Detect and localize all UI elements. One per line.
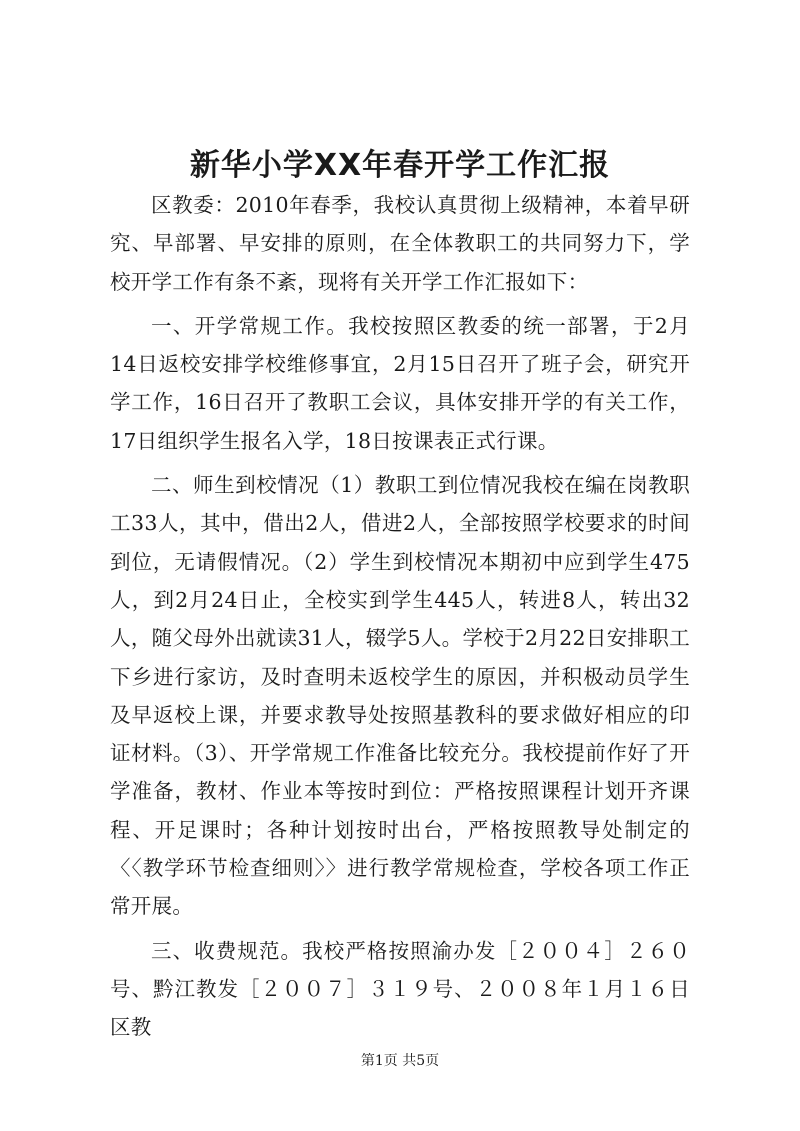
paragraph-section-2: 二、师生到校情况（1）教职工到位情况我校在编在岗教职工33人，其中，借出2人，借进2人，全部按照学校要求的时间到位，无请假情况。（2）学生到校情况本期初中应到学生475人，到2月24日止，全校实到学生445人，转进8人，转出32人，随父母外出就读31人，辍学5人。学校于2月22日安排职工下乡进行家访，及时查明未返校学生的原因，并积极动员学生及早返校上课，并要求教导处按照基教科的要求做好相应的印证材料。（3）、开学常规工作准备比较充分。我校提前作好了开学准备，教材、作业本等按时到位：严格按照课程计划开齐课程、开足课时；各种计划按时出台，严格按照教导处制定的〈〈教学环节检查细则〉〉进行教学常规检查，学校各项工作正常开展。 (110, 473, 690, 919)
page-footer: 第1页 共5页 (360, 1053, 440, 1069)
paragraph-intro: 区教委：2010年春季，我校认真贯彻上级精神，本着早研究、早部署、早安排的原则，在全体教职工的共同努力下，学校开学工作有条不紊，现将有关开学工作汇报如下： (110, 193, 690, 294)
paragraph-section-3: 三、收费规范。我校严格按照渝办发［２００４］２６０号、黔江教发［２００７］３１９号、２００８年１月１６日区教 (110, 938, 690, 1040)
paragraph-section-1: 一、开学常规工作。我校按照区教委的统一部署，于2月14日返校安排学校维修事宜，2月15日召开了班子会，研究开学工作，16日召开了教职工会议，具体安排开学的有关工作，17日组织学生报名入学，18日按课表正式行课。 (110, 313, 690, 453)
document-title: 新华小学XX年春开学工作汇报 (189, 148, 611, 183)
document-body (110, 186, 690, 1053)
